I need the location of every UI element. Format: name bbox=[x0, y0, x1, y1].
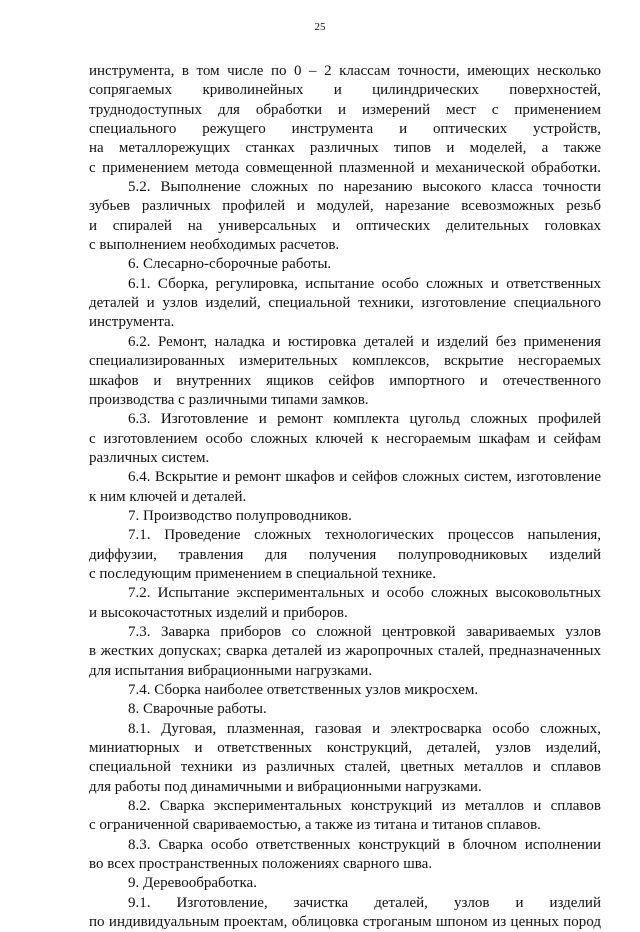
text-line: труднодоступных для обработки и измерений мест с применением bbox=[89, 101, 601, 118]
text-line: 8.3. Сварка особо ответственных конструкций в блочном исполнении bbox=[128, 836, 601, 853]
paragraph bbox=[89, 333, 601, 410]
text-line: производства с различными типами замков. bbox=[89, 391, 369, 408]
text-line: с выполнением необходимых расчетов. bbox=[89, 237, 340, 254]
paragraph bbox=[89, 623, 601, 681]
text-line: миниатюрных и ответственных конструкций, деталей, узлов изделий, bbox=[89, 740, 601, 757]
section-heading bbox=[89, 700, 601, 719]
paragraph bbox=[89, 797, 601, 836]
text-line: 9. Деревообработка. bbox=[128, 875, 257, 892]
text-line: и спиралей на универсальных и оптических делительных головках bbox=[89, 217, 601, 234]
text-line: 7. Производство полупроводников. bbox=[128, 507, 352, 524]
text-line: 7.2. Испытание экспериментальных и особо сложных высоковольтных bbox=[128, 585, 601, 602]
page-number: 25 bbox=[314, 21, 326, 33]
paragraph bbox=[89, 836, 601, 875]
text-line: специальной техники из различных сталей, цветных металлов и сплавов bbox=[89, 759, 601, 776]
text-line: 6.4. Вскрытие и ремонт шкафов и сейфов сложных систем, изготовление bbox=[128, 469, 601, 486]
text-line: с последующим применением в специальной технике. bbox=[89, 565, 436, 582]
text-line: 6. Слесарно-сборочные работы. bbox=[128, 256, 332, 273]
paragraph bbox=[89, 468, 601, 507]
text-line: для работы под динамичными и вибрационными нагрузками. bbox=[89, 778, 482, 795]
section-heading bbox=[89, 507, 601, 526]
text-line: 8.2. Сварка экспериментальных конструкций из металлов и сплавов bbox=[128, 798, 601, 815]
text-line: сопрягаемых криволинейных и цилиндрических поверхностей, bbox=[89, 82, 601, 99]
text-line: и высокочастотных изделий и приборов. bbox=[89, 604, 348, 621]
paragraph bbox=[89, 62, 601, 178]
text-line: 5.2. Выполнение сложных по нарезанию высокого класса точности bbox=[128, 179, 601, 196]
text-line: во всех пространственных положениях сварного шва. bbox=[89, 856, 433, 873]
paragraph bbox=[89, 894, 601, 932]
text-line: 7.4. Сборка наиболее ответственных узлов микросхем. bbox=[128, 682, 479, 698]
paragraph bbox=[89, 178, 601, 255]
paragraph bbox=[89, 526, 601, 584]
text-line: шкафов и внутренних ящиков сейфов импортного и отечественного bbox=[89, 372, 601, 389]
text-line: инструмента, в том числе по 0 – 2 классам точности, имеющих несколько bbox=[89, 63, 601, 79]
section-heading bbox=[89, 255, 601, 274]
document-body bbox=[89, 62, 601, 932]
text-line: зубьев различных профилей и модулей, нарезание всевозможных резьб bbox=[89, 198, 601, 215]
text-line: 6.2. Ремонт, наладка и юстировка деталей и изделий без применения bbox=[128, 333, 601, 350]
text-line: 6.3. Изготовление и ремонт комплекта цугольд сложных профилей bbox=[128, 411, 601, 428]
text-line: с изготовлением особо сложных ключей к несгораемым шкафам и сейфам bbox=[89, 430, 601, 447]
text-line: 6.1. Сборка, регулировка, испытание особо сложных и ответственных bbox=[128, 275, 601, 292]
paragraph bbox=[89, 410, 601, 468]
text-line: 8.1. Дуговая, плазменная, газовая и электросварка особо сложных, bbox=[128, 720, 601, 737]
text-line: специального режущего инструмента и оптических устройств, bbox=[89, 121, 601, 138]
text-line: в жестких допусках; сварка деталей из жаропрочных сталей, предназначенных bbox=[89, 643, 601, 660]
text-line: по индивидуальным проектам, облицовка строганым шпоном из ценных пород bbox=[89, 914, 601, 931]
paragraph bbox=[89, 681, 601, 700]
text-line: 7.1. Проведение сложных технологических процессов напыления, bbox=[128, 527, 601, 544]
text-line: на металлорежущих станках различных типов и моделей, а также bbox=[89, 140, 601, 157]
text-line: диффузии, травления для получения полупроводниковых изделий bbox=[89, 546, 601, 563]
paragraph bbox=[89, 584, 601, 623]
paragraph bbox=[89, 720, 601, 797]
text-line: с применением метода совмещенной плазменной и механической обработки. bbox=[89, 159, 601, 176]
text-line: 9.1. Изготовление, зачистка деталей, узлов и изделий bbox=[128, 894, 601, 911]
section-heading bbox=[89, 874, 601, 893]
paragraph bbox=[89, 275, 601, 333]
text-line: 7.3. Заварка приборов со сложной центровкой завариваемых узлов bbox=[128, 623, 601, 640]
text-line: деталей и узлов изделий, специальной техники, изготовление специального bbox=[89, 295, 601, 312]
text-line: 8. Сварочные работы. bbox=[128, 701, 267, 718]
text-line: с ограниченной свариваемостью, а также из титана и титанов сплавов. bbox=[89, 817, 541, 834]
text-line: специализированных измерительных комплексов, вскрытие несгораемых bbox=[89, 353, 601, 370]
text-line: для испытания вибрационными нагрузками. bbox=[89, 662, 373, 679]
text-line: различных систем. bbox=[89, 449, 210, 466]
text-line: инструмента. bbox=[89, 314, 175, 331]
text-line: к ним ключей и деталей. bbox=[89, 488, 247, 505]
